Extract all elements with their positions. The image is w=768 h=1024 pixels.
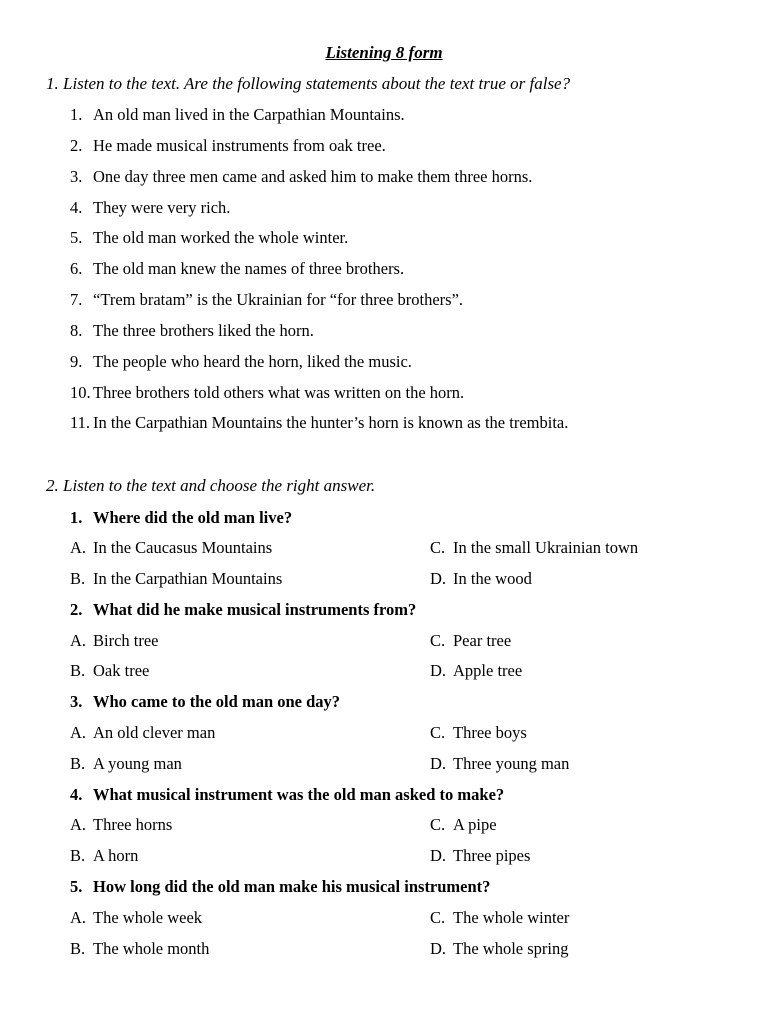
answer-option-a <box>70 630 159 652</box>
statement-number: 1. <box>70 105 83 124</box>
task1-instruction: 1. Listen to the text. Are the following statements about the text true or false? <box>46 74 571 93</box>
statement-number: 3. <box>70 167 83 186</box>
option-letter: B. <box>70 661 86 680</box>
option-letter: C. <box>430 538 446 557</box>
option-text: Apple tree <box>453 661 523 680</box>
question-text: What musical instrument was the old man asked to make? <box>93 785 505 804</box>
option-letter: A. <box>70 815 87 834</box>
option-letter: B. <box>70 569 86 588</box>
statement-text: He made musical instruments from oak tree. <box>93 136 386 155</box>
answer-option-b <box>70 753 182 775</box>
question-number: 3. <box>70 692 83 711</box>
option-letter: D. <box>430 569 447 588</box>
question-text: Where did the old man live? <box>93 508 293 527</box>
question-text: What did he make musical instruments from? <box>93 600 417 619</box>
statement-item <box>70 320 314 342</box>
option-text: Three boys <box>453 723 527 742</box>
option-text: Three young man <box>453 754 570 773</box>
answer-option-d <box>430 845 530 867</box>
answer-option-c <box>430 814 497 836</box>
statement-text: The old man knew the names of three brothers. <box>93 259 405 278</box>
task2-instruction: 2. Listen to the text and choose the right answer. <box>46 476 376 495</box>
statement-text: The people who heard the horn, liked the music. <box>93 352 412 371</box>
statement-item <box>70 104 405 126</box>
statement-item <box>70 135 386 157</box>
statement-number: 11. <box>70 413 91 432</box>
option-text: Three horns <box>93 815 173 834</box>
question-number: 2. <box>70 600 83 619</box>
statement-text: An old man lived in the Carpathian Mountains. <box>93 105 405 124</box>
option-text: An old clever man <box>93 723 216 742</box>
answer-option-d <box>430 753 569 775</box>
statement-item <box>70 382 464 404</box>
option-letter: D. <box>430 846 447 865</box>
answer-option-b <box>70 568 282 590</box>
statement-item <box>70 412 568 434</box>
answer-option-d <box>430 660 522 682</box>
statement-number: 4. <box>70 198 83 217</box>
question-text: How long did the old man make his musical instrument? <box>93 877 491 896</box>
question-number: 1. <box>70 508 83 527</box>
option-text: In the Carpathian Mountains <box>93 569 283 588</box>
question-item <box>70 876 490 898</box>
statement-text: One day three men came and asked him to make them three horns. <box>93 167 533 186</box>
option-text: The whole week <box>93 908 203 927</box>
statement-number: 8. <box>70 321 83 340</box>
option-text: The whole month <box>93 939 210 958</box>
question-item <box>70 599 416 621</box>
question-item <box>70 691 340 713</box>
answer-option-c <box>430 907 569 929</box>
question-item <box>70 784 504 806</box>
option-text: Oak tree <box>93 661 150 680</box>
statement-number: 7. <box>70 290 83 309</box>
option-letter: D. <box>430 939 447 958</box>
answer-option-c <box>430 722 527 744</box>
option-text: The whole spring <box>453 939 569 958</box>
answer-option-a <box>70 907 202 929</box>
option-letter: D. <box>430 661 447 680</box>
option-letter: C. <box>430 815 446 834</box>
statement-text: “Trem bratam” is the Ukrainian for “for three brothers”. <box>93 290 464 309</box>
option-text: In the Caucasus Mountains <box>93 538 273 557</box>
option-letter: B. <box>70 939 86 958</box>
option-letter: C. <box>430 908 446 927</box>
answer-option-b <box>70 845 138 867</box>
answer-option-b <box>70 938 209 960</box>
statement-item <box>70 227 348 249</box>
statement-number: 9. <box>70 352 83 371</box>
question-number: 4. <box>70 785 83 804</box>
answer-option-d <box>430 938 568 960</box>
statement-text: The old man worked the whole winter. <box>93 228 349 247</box>
answer-option-c <box>430 537 638 559</box>
option-text: Pear tree <box>453 631 512 650</box>
option-letter: B. <box>70 754 86 773</box>
answer-option-b <box>70 660 149 682</box>
statement-item <box>70 351 412 373</box>
answer-option-c <box>430 630 511 652</box>
answer-option-a <box>70 537 272 559</box>
option-letter: A. <box>70 908 87 927</box>
statement-item <box>70 197 230 219</box>
statement-item <box>70 289 463 311</box>
option-text: A horn <box>93 846 139 865</box>
option-letter: A. <box>70 631 87 650</box>
option-letter: A. <box>70 538 87 557</box>
option-letter: C. <box>430 631 446 650</box>
option-letter: C. <box>430 723 446 742</box>
answer-option-d <box>430 568 532 590</box>
page-title: Listening 8 form <box>325 43 443 62</box>
option-text: A young man <box>93 754 182 773</box>
option-letter: A. <box>70 723 87 742</box>
statement-text: The three brothers liked the horn. <box>93 321 314 340</box>
option-text: A pipe <box>453 815 497 834</box>
statement-number: 5. <box>70 228 83 247</box>
question-text: Who came to the old man one day? <box>93 692 341 711</box>
answer-option-a <box>70 814 172 836</box>
statement-number: 2. <box>70 136 83 155</box>
statement-text: Three brothers told others what was written on the horn. <box>93 383 465 402</box>
statement-text: In the Carpathian Mountains the hunter’s horn is known as the trembita. <box>93 413 569 432</box>
answer-option-a <box>70 722 215 744</box>
question-number: 5. <box>70 877 83 896</box>
statement-text: They were very rich. <box>93 198 231 217</box>
option-text: In the wood <box>453 569 532 588</box>
option-text: Birch tree <box>93 631 159 650</box>
statement-number: 6. <box>70 259 83 278</box>
statement-number: 10. <box>70 383 91 402</box>
option-text: Three pipes <box>453 846 531 865</box>
question-item <box>70 507 292 529</box>
option-letter: B. <box>70 846 86 865</box>
statement-item <box>70 166 532 188</box>
statement-item <box>70 258 404 280</box>
option-text: In the small Ukrainian town <box>453 538 639 557</box>
option-text: The whole winter <box>453 908 570 927</box>
option-letter: D. <box>430 754 447 773</box>
